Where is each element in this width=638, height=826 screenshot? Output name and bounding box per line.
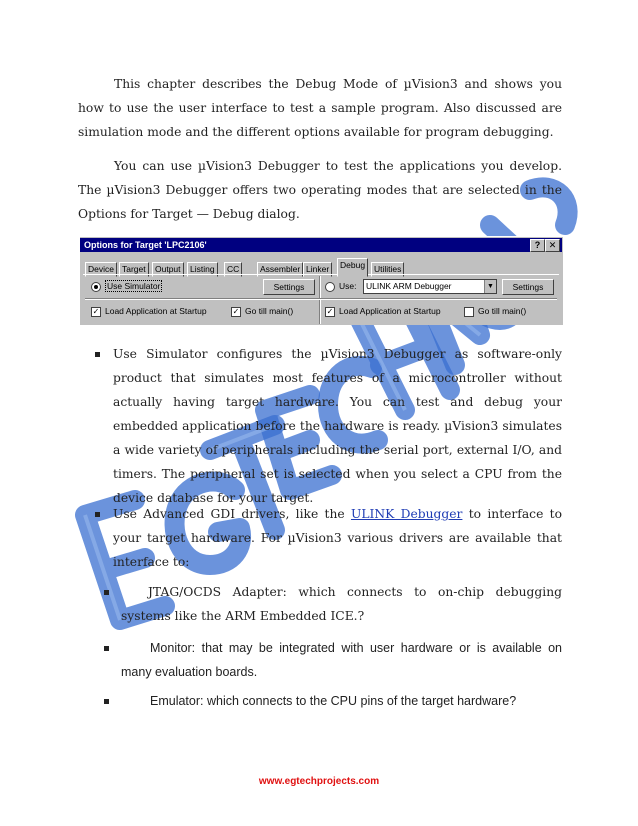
sim-go-till-main-option[interactable]	[231, 303, 293, 319]
close-button[interactable]: ✕	[545, 239, 560, 252]
drv-go-till-main-option[interactable]	[464, 303, 526, 319]
help-button[interactable]: ?	[530, 239, 545, 252]
use-simulator-radio[interactable]	[91, 282, 101, 292]
dialog-title: Options for Target 'LPC2106'	[84, 240, 207, 250]
panel-divider	[319, 276, 320, 324]
sub-bullet-marker	[104, 590, 109, 595]
sim-load-app-option[interactable]	[91, 303, 207, 319]
sim-go-till-main-label: Go till main()	[245, 306, 294, 316]
drv-go-till-main-checkbox[interactable]	[464, 307, 474, 317]
tab-linker[interactable]: Linker	[303, 262, 332, 277]
footer-url[interactable]: www.egtechprojects.com	[258, 776, 380, 787]
gdi-bullet	[113, 502, 562, 574]
use-driver-label: Use:	[339, 281, 357, 291]
bullet-marker	[95, 512, 100, 517]
monitor-sub-bullet: Monitor: that may be integrated with user hardware or is available on many evaluation boards.	[121, 641, 562, 679]
use-driver-option[interactable]	[325, 278, 356, 294]
use-simulator-option[interactable]	[91, 278, 162, 294]
simulator-bullet: Use Simulator configures the µVision3 Debugger as software-only product that simulates most features of a microcontroller without actually having target hardware. You can test and debug your embedded application before the hardware is ready. µVision3 simulates a wide variety of peripherals including the serial port, external I/O, and timers. The peripheral set is selected when you select a CPU from the device database for your target.	[113, 347, 562, 505]
jtag-sub-bullet: JTAG/OCDS Adapter: which connects to on-chip debugging systems like the ARM Embedded ICE.?	[121, 585, 562, 623]
gdi-bullet-text-end: to interface to your target hardware. For µVision3 various drivers are available that interface to:	[113, 507, 562, 569]
use-driver-radio[interactable]	[325, 282, 335, 292]
options-dialog-screenshot	[79, 236, 563, 325]
driver-settings-button[interactable]: Settings	[502, 279, 554, 295]
use-simulator-label: Use Simulator	[107, 281, 161, 291]
chevron-down-icon[interactable]: ▼	[484, 280, 496, 293]
panel-horizontal-divider	[85, 298, 557, 299]
sim-go-till-main-checkbox[interactable]: ✓	[232, 306, 240, 316]
sub-bullet-marker	[104, 646, 109, 651]
tab-output[interactable]: Output	[152, 262, 184, 277]
dialog-titlebar	[80, 238, 562, 252]
tab-utilities[interactable]: Utilities	[371, 262, 404, 277]
debugger-select-value: ULINK ARM Debugger	[366, 281, 452, 291]
ulink-debugger-link[interactable]: ULINK Debugger	[350, 507, 463, 521]
intro-paragraph: This chapter describes the Debug Mode of µVision3 and shows you how to use the user interface to test a sample program. Also discussed are simulation mode and the different options available for program debugging.	[78, 77, 562, 139]
tab-cc[interactable]: CC	[224, 262, 242, 277]
sim-load-app-label: Load Application at Startup	[105, 306, 207, 316]
tab-debug[interactable]: Debug	[337, 258, 368, 277]
bullet-marker	[95, 352, 100, 357]
drv-go-till-main-label: Go till main()	[478, 306, 527, 316]
sub-bullet-marker	[104, 699, 109, 704]
drv-load-app-option[interactable]	[325, 303, 441, 319]
drv-load-app-label: Load Application at Startup	[339, 306, 441, 316]
debugger-paragraph: You can use µVision3 Debugger to test the applications you develop. The µVision3 Debugger offers two operating modes that are selected in the Options for Target — Debug dialog.	[78, 159, 562, 221]
tab-assembler[interactable]: Assembler	[257, 262, 303, 277]
sim-load-app-checkbox[interactable]: ✓	[92, 306, 100, 316]
gdi-bullet-text-start: Use Advanced GDI drivers, like the	[113, 507, 351, 521]
tab-listing[interactable]: Listing	[187, 262, 218, 277]
drv-load-app-checkbox[interactable]: ✓	[326, 306, 334, 316]
emulator-sub-bullet: Emulator: which connects to the CPU pins of the target hardware?	[150, 694, 517, 708]
tab-device[interactable]: Device	[85, 262, 117, 277]
debugger-select[interactable]	[363, 279, 497, 294]
simulator-settings-button[interactable]: Settings	[263, 279, 315, 295]
tab-target[interactable]: Target	[119, 262, 149, 277]
